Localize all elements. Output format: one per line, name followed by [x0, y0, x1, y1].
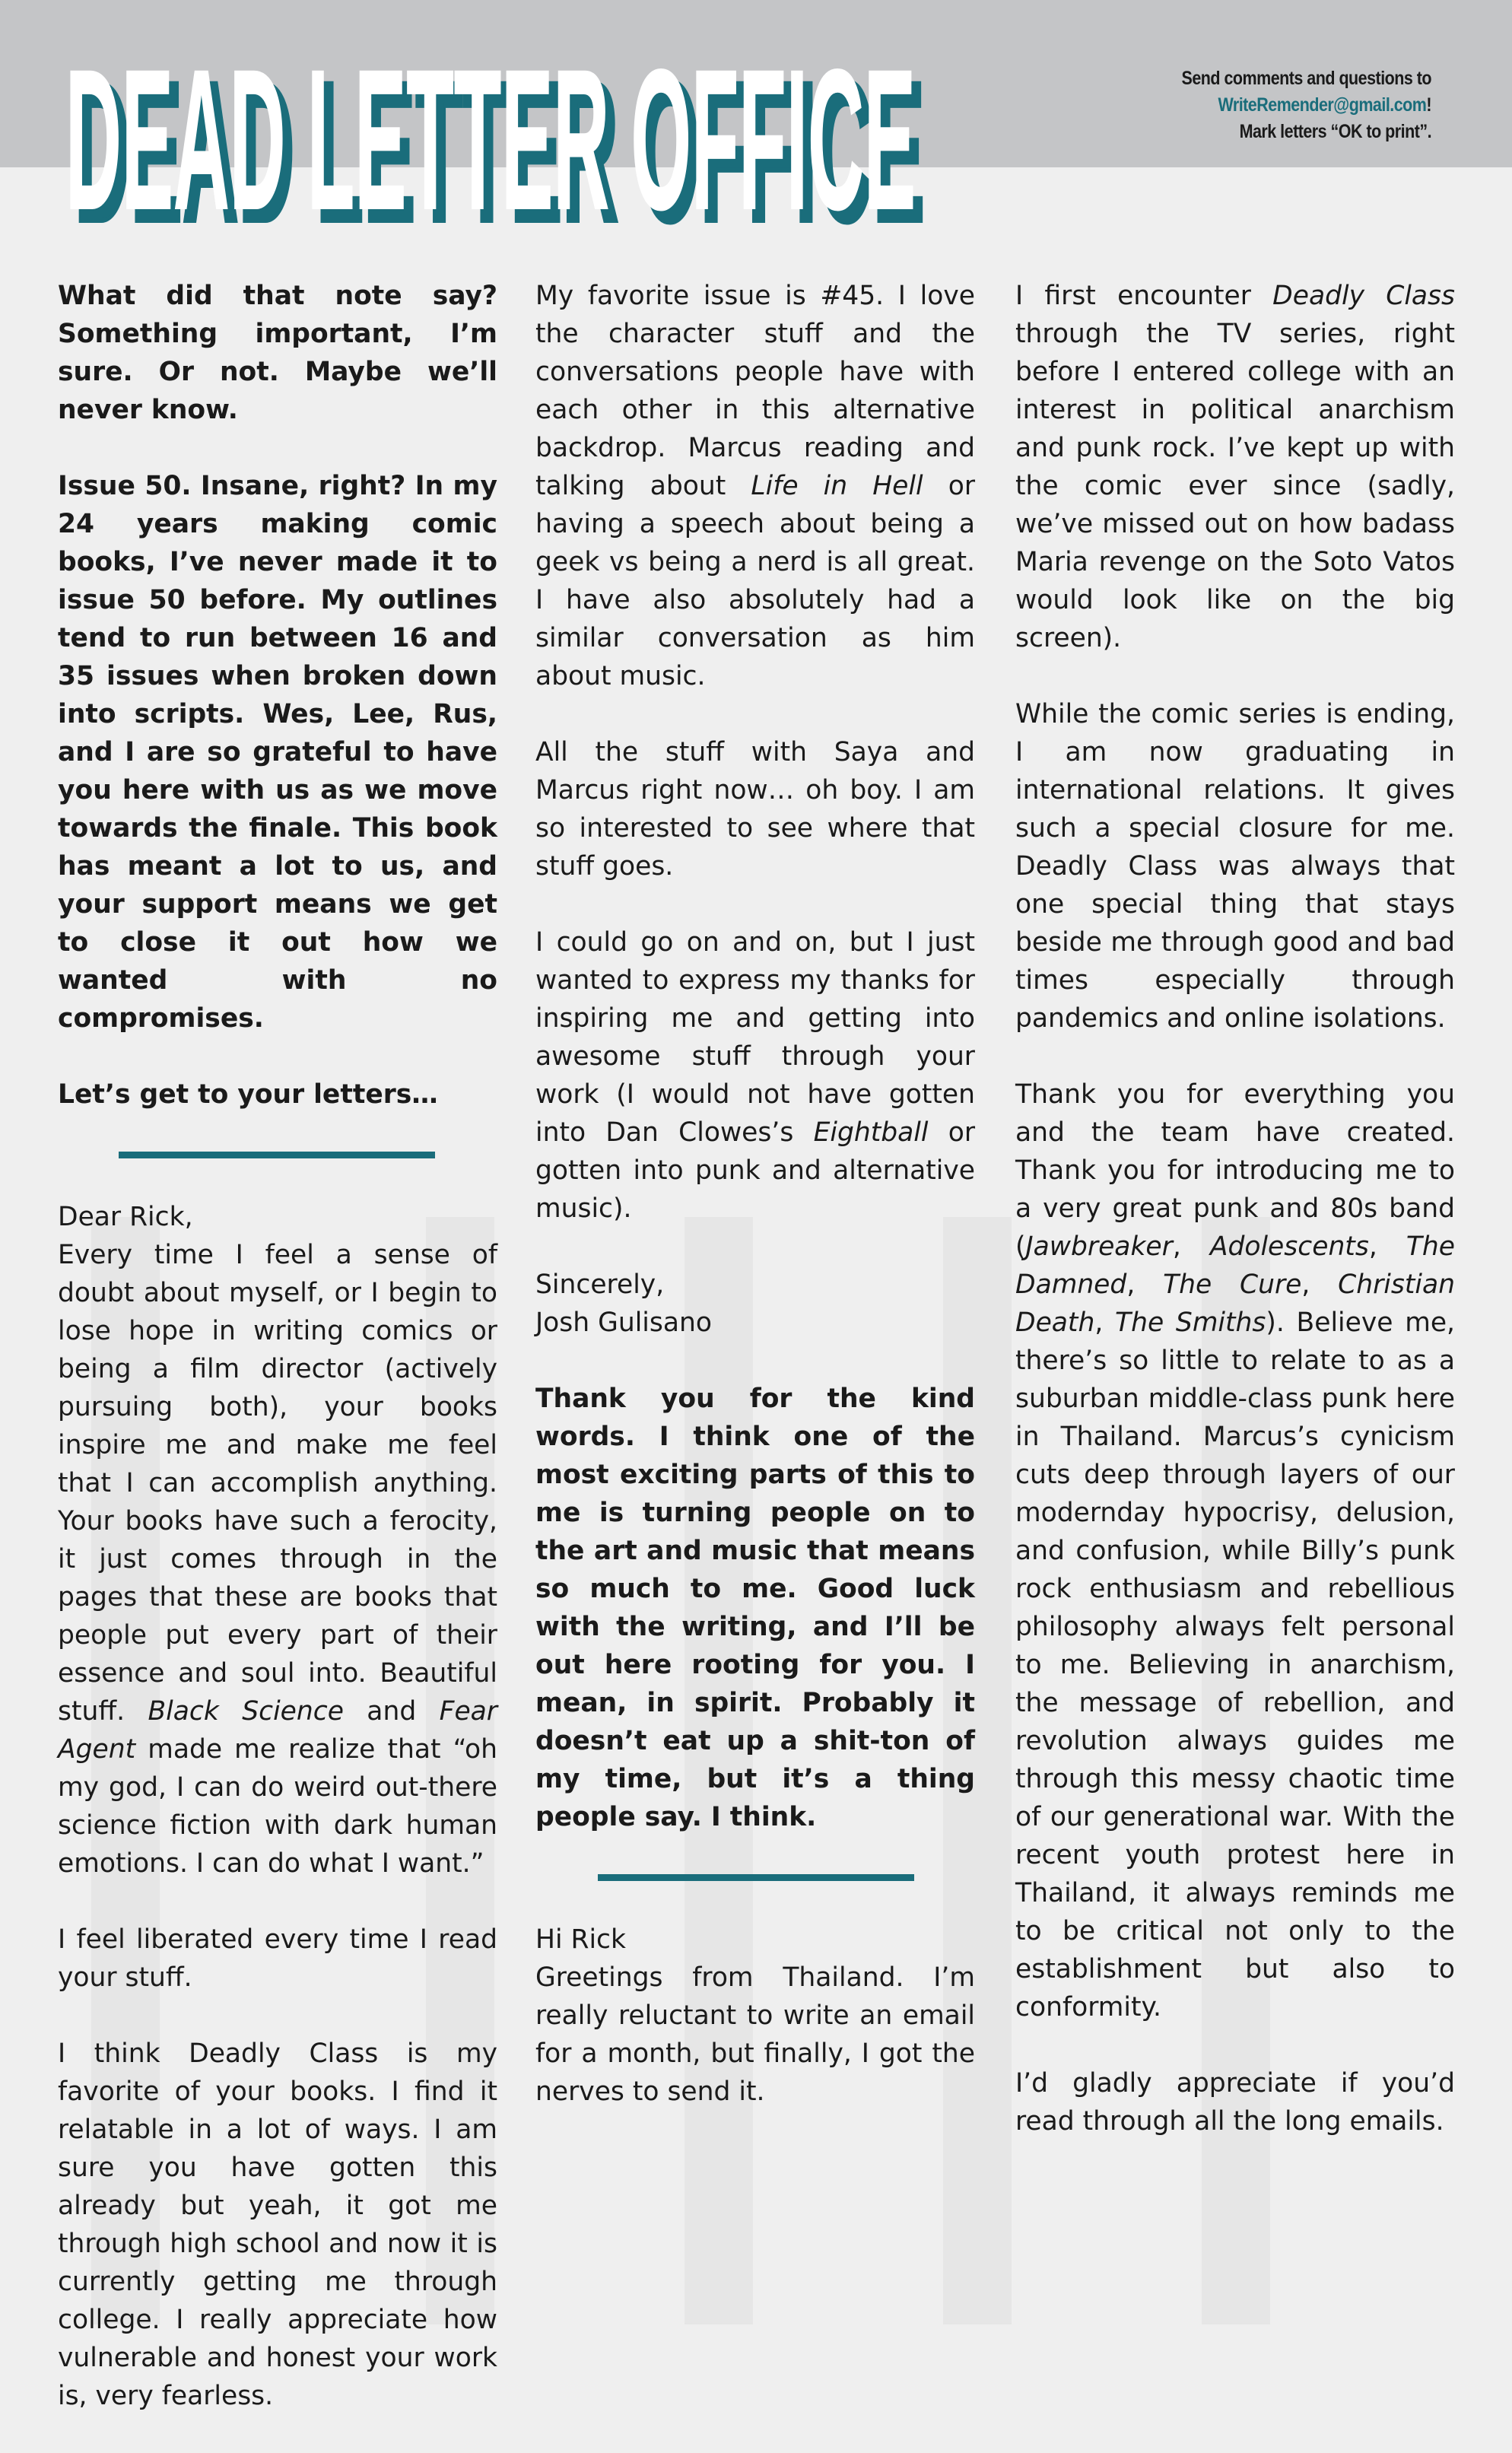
letter-paragraph: Every time I feel a sense of doubt about myself, or I begin to lose hope in writing comics or being a film director (actively pursuing both), your books inspire me and make me feel that I can accomplish anything. Your books have such a ferocity, it just comes through in the pages that these are books that people put every part of their essence and soul into. Beautiful stuff. Black Science and Fear Agent made me realize that “oh my god, I can do weird out-there science fiction with dark human emotions. I can do what I want.”: [58, 1240, 497, 1879]
editor-reply: Thank you for the kind words. I think one of the most exciting parts of this to me is turning people on to the art and music that means so much to me. Good luck with the writing, and I’ll be out here rooting for you. I mean, in spirit. Probably it doesn’t eat up a shit-ton of my time, but it’s a thing people say. I think.: [535, 1384, 975, 1832]
letter-salutation: Hi Rick: [535, 1924, 626, 1955]
editor-intro: Issue 50. Insane, right? In my 24 years making comic books, I’ve never made it to issue 50 before. My outlines tend to run between 16 and 35 issues when broken down into scripts. Wes, Lee, Rus, and I are so grateful to have you here with us as we move towards the finale. This book has meant a lot to us, and your support means we get to close it out how we wanted with no compromises.: [58, 471, 497, 1034]
letter-paragraph: My favorite issue is #45. I love the character stuff and the conversations people have with each other in this alternative backdrop. Marcus reading and talking about Life in Hell or having a speech about being a geek vs being a nerd is all great. I have also absolutely had a similar conversation as him about music.: [535, 281, 976, 691]
masthead-title: DEAD LETTER OFFICE: [65, 29, 916, 249]
column-1: [58, 277, 497, 2453]
letter-signature: Josh Gulisano: [535, 1308, 712, 1338]
masthead-title-shadow: DEAD LETTER OFFICE: [75, 40, 925, 249]
letter-paragraph: I first encounter Deadly Class through the TV series, right before I entered college with an interest in political anarchism and punk rock. I’ve kept up with the comic ever since (sadly, we’ve missed out on how badass Maria revenge on the Soto Vatos would look like on the big screen).: [1015, 281, 1455, 653]
letter-paragraph: I feel liberated every time I read your stuff.: [58, 1924, 497, 1993]
contact-line: Send comments and questions to: [1181, 68, 1431, 89]
letter-paragraph: While the comic series is ending, I am now graduating in international relations. It gives such a special closure for me. Deadly Class was always that one special thing that stays beside me through good and bad times especially through pandemics and online isolations.: [1015, 699, 1455, 1034]
letter-paragraph: Greetings from Thailand. I’m really reluctant to write an email for a month, but finally, I got the nerves to send it.: [535, 1962, 975, 2107]
letter-paragraph: I could go on and on, but I just wanted to express my thanks for inspiring me and getting into awesome stuff through your work (I would not have gotten into Dan Clowes’s Eightball or gotten into punk and alternative music).: [535, 927, 975, 1224]
masthead-logo: [61, 29, 935, 249]
column-3: [1015, 277, 1455, 2178]
letter-paragraph: All the stuff with Saya and Marcus right now… oh boy. I am so interested to see where that stuff goes.: [535, 737, 975, 882]
letter-salutation: Dear Rick,: [58, 1202, 193, 1232]
letter-paragraph: Thank you for everything you and the team have created. Thank you for introducing me to a very great punk and 80s band (Jawbreaker, Adolescents, The Damned, The Cure, Christian Death, The Smiths). Believe me, there’s so little to relate to as a suburban middle-class punk here in Thailand. Marcus’s cynicism cuts deep through layers of our modernday hypocrisy, delusion, and confusion, while Billy’s punk rock enthusiasm and rebellious philosophy always felt personal to me. Believing in anarchism, the message of rebellion, and revolution always guides me through this messy chaotic time of our generational war. With the recent youth protest here in Thailand, it always reminds me to be critical not only to the establishment but also to conformity.: [1015, 1079, 1456, 2022]
editor-intro: What did that note say? Something important, I’m sure. Or not. Maybe we’ll never know.: [58, 281, 497, 425]
divider: [598, 1874, 914, 1881]
contact-email-link[interactable]: WriteRemender@gmail.com: [1218, 94, 1427, 116]
contact-info: [1181, 65, 1431, 145]
letter-signoff: Sincerely,: [535, 1269, 665, 1300]
divider: [119, 1152, 435, 1158]
editor-intro: Let’s get to your letters…: [58, 1079, 438, 1110]
contact-email-line: WriteRemender@gmail.com!: [1218, 94, 1431, 116]
letter-paragraph: I think Deadly Class is my favorite of your books. I find it relatable in a lot of ways. I am sure you have gotten this already but yeah, it got me through high school and now it is currently getting me through college. I really appreciate how vulnerable and honest your work is, very fearless.: [58, 2038, 497, 2411]
letter-paragraph: I’d gladly appreciate if you’d read through all the long emails.: [1015, 2068, 1455, 2137]
contact-line: Mark letters “OK to print”.: [1239, 121, 1431, 142]
column-2: [535, 277, 975, 2149]
